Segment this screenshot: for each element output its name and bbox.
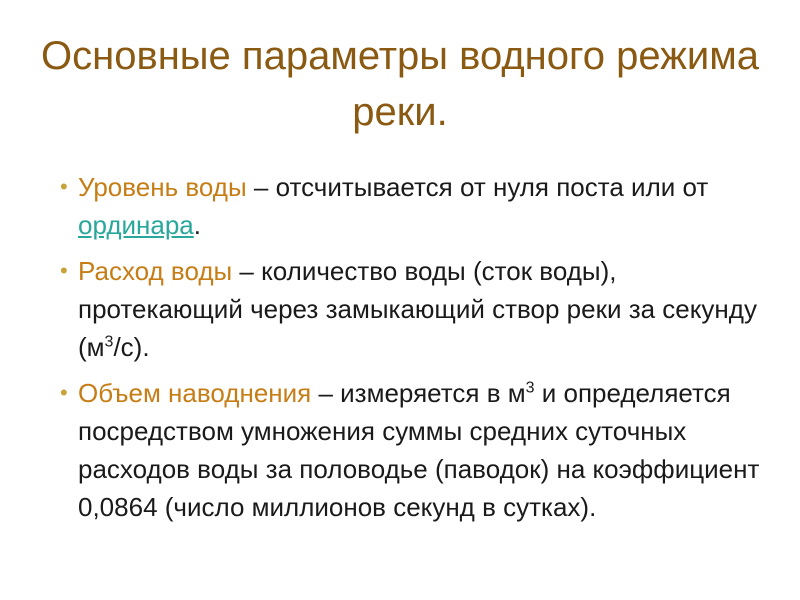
bullet-list [62, 168, 762, 534]
superscript: 3 [104, 333, 114, 351]
bullet-dot-icon: • [60, 258, 68, 283]
term-water-level: Уровень воды [78, 172, 247, 202]
bullet-dot-icon: • [60, 380, 68, 405]
definition-text-end: . [193, 210, 201, 240]
definition-text: – отсчитывается от нуля поста или от [246, 172, 709, 202]
slide-title: Основные параметры водного режима реки. [41, 34, 759, 134]
superscript: 3 [525, 379, 535, 397]
bullet-item-water-level [62, 168, 762, 244]
term-flood-volume: Объем наводнения [78, 378, 312, 408]
definition-text-end: /с). [113, 332, 150, 362]
term-water-discharge: Расход воды [78, 256, 233, 286]
ordinar-link[interactable]: ординара [78, 210, 194, 240]
bullet-dot-icon: • [60, 174, 68, 199]
definition-text: – количество воды (сток воды), протекающий через замыкающий створ реки за секунду (м [78, 256, 757, 362]
definition-text-end: и определяется посредством умножения суммы средних суточных расходов воды за половодье (паводок) на коэффициент 0,0864 (число миллионов секунд в сутках). [78, 378, 760, 522]
bullet-item-water-discharge [62, 252, 762, 366]
bullet-item-flood-volume [62, 374, 762, 526]
definition-text: – измеряется в м [311, 378, 526, 408]
